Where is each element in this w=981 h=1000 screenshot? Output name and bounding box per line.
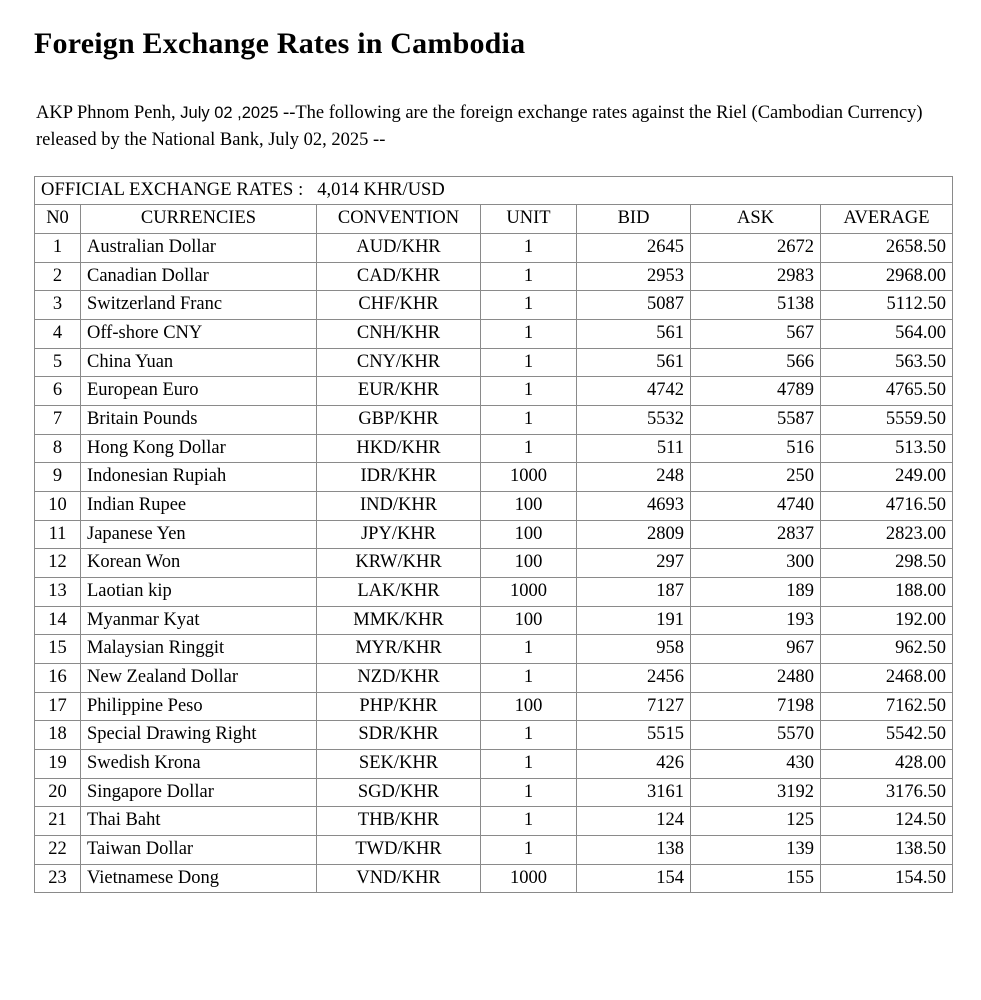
rate-row-bid: 3161 [577,778,691,807]
rate-row-average: 564.00 [821,319,953,348]
table-body [35,233,953,892]
table-row [35,807,953,836]
rate-row-unit: 1000 [481,463,577,492]
rate-row-ask: 5587 [691,406,821,435]
rate-row-unit: 1 [481,348,577,377]
rate-row-number: 12 [35,549,81,578]
rate-row-average: 2658.50 [821,233,953,262]
table-row [35,406,953,435]
rate-row-currency: Singapore Dollar [81,778,317,807]
rate-row-convention: JPY/KHR [317,520,481,549]
rate-row-bid: 7127 [577,692,691,721]
rate-row-convention: MMK/KHR [317,606,481,635]
rate-row-number: 7 [35,406,81,435]
rate-row-ask: 4740 [691,492,821,521]
rate-row-ask: 516 [691,434,821,463]
rate-row-ask: 300 [691,549,821,578]
intro-prefix: AKP Phnom Penh, [36,103,181,123]
column-header-ask: ASK [691,205,821,234]
rate-row-convention: MYR/KHR [317,635,481,664]
rate-row-number: 1 [35,233,81,262]
rate-row-convention: SDR/KHR [317,721,481,750]
rate-row-bid: 2953 [577,262,691,291]
rate-row-number: 15 [35,635,81,664]
table-row [35,635,953,664]
rate-row-number: 6 [35,377,81,406]
rate-row-unit: 1 [481,262,577,291]
intro-paragraph [36,100,941,154]
rate-row-bid: 187 [577,578,691,607]
rate-row-currency: Vietnamese Dong [81,864,317,893]
rate-row-convention: KRW/KHR [317,549,481,578]
rate-row-average: 138.50 [821,836,953,865]
table-row [35,549,953,578]
rate-row-bid: 297 [577,549,691,578]
rate-row-convention: AUD/KHR [317,233,481,262]
table-row [35,692,953,721]
rate-row-number: 14 [35,606,81,635]
rate-row-unit: 1000 [481,578,577,607]
intro-body: --The following are the foreign exchange rates against the Riel (Cambodian Currency) released by the National Bank, July 02, 2025 -- [36,103,923,150]
table-row [35,492,953,521]
rate-row-average: 962.50 [821,635,953,664]
rate-row-ask: 155 [691,864,821,893]
table-row [35,750,953,779]
rate-row-bid: 561 [577,319,691,348]
rate-row-unit: 1000 [481,864,577,893]
rate-row-ask: 566 [691,348,821,377]
rate-row-average: 5559.50 [821,406,953,435]
table-row [35,463,953,492]
rate-row-average: 2823.00 [821,520,953,549]
rate-row-convention: EUR/KHR [317,377,481,406]
rate-row-number: 4 [35,319,81,348]
rate-row-unit: 1 [481,319,577,348]
table-row [35,233,953,262]
table-row [35,377,953,406]
column-header-unit: UNIT [481,205,577,234]
rate-row-convention: LAK/KHR [317,578,481,607]
rate-row-number: 8 [35,434,81,463]
official-rate-label: OFFICIAL EXCHANGE RATES : [41,179,304,200]
rate-row-currency: European Euro [81,377,317,406]
rate-row-average: 298.50 [821,549,953,578]
rate-row-currency: Philippine Peso [81,692,317,721]
rate-row-currency: Korean Won [81,549,317,578]
rate-row-ask: 567 [691,319,821,348]
rate-row-currency: Off-shore CNY [81,319,317,348]
table-head [35,176,953,233]
rate-row-average: 428.00 [821,750,953,779]
rate-row-number: 18 [35,721,81,750]
rate-row-bid: 511 [577,434,691,463]
rate-row-convention: VND/KHR [317,864,481,893]
rate-row-unit: 1 [481,635,577,664]
rate-row-convention: SGD/KHR [317,778,481,807]
rate-row-average: 563.50 [821,348,953,377]
column-header-currencies: CURRENCIES [81,205,317,234]
rate-row-bid: 5532 [577,406,691,435]
rate-row-unit: 1 [481,377,577,406]
rate-row-average: 7162.50 [821,692,953,721]
rate-row-bid: 4742 [577,377,691,406]
table-row [35,262,953,291]
table-header-row [35,205,953,234]
rate-row-average: 4765.50 [821,377,953,406]
rate-row-convention: TWD/KHR [317,836,481,865]
table-row [35,434,953,463]
rate-row-unit: 100 [481,606,577,635]
rate-row-currency: Special Drawing Right [81,721,317,750]
column-header-average: AVERAGE [821,205,953,234]
rate-row-unit: 1 [481,664,577,693]
rate-row-unit: 1 [481,778,577,807]
rate-row-number: 22 [35,836,81,865]
rate-row-number: 9 [35,463,81,492]
rate-row-currency: Myanmar Kyat [81,606,317,635]
rate-row-convention: NZD/KHR [317,664,481,693]
rate-row-ask: 7198 [691,692,821,721]
rate-row-ask: 5570 [691,721,821,750]
rate-row-currency: Thai Baht [81,807,317,836]
rate-row-currency: Japanese Yen [81,520,317,549]
rate-row-currency: Malaysian Ringgit [81,635,317,664]
rate-row-ask: 2837 [691,520,821,549]
rate-row-convention: IDR/KHR [317,463,481,492]
rate-row-bid: 5515 [577,721,691,750]
column-header-no: N0 [35,205,81,234]
rate-row-currency: Canadian Dollar [81,262,317,291]
rate-row-bid: 138 [577,836,691,865]
table-row [35,864,953,893]
rate-row-ask: 5138 [691,291,821,320]
rate-row-ask: 250 [691,463,821,492]
table-row [35,606,953,635]
table-row [35,578,953,607]
rate-row-average: 3176.50 [821,778,953,807]
table-row [35,721,953,750]
rate-row-number: 20 [35,778,81,807]
rate-row-number: 11 [35,520,81,549]
rate-row-ask: 430 [691,750,821,779]
rate-row-average: 188.00 [821,578,953,607]
rate-row-bid: 2809 [577,520,691,549]
rate-row-currency: Indian Rupee [81,492,317,521]
rate-row-ask: 125 [691,807,821,836]
rate-row-currency: New Zealand Dollar [81,664,317,693]
intro-date: July 02 ,2025 [180,104,279,122]
rate-row-bid: 5087 [577,291,691,320]
rate-row-unit: 1 [481,836,577,865]
rate-row-convention: GBP/KHR [317,406,481,435]
rate-row-ask: 2672 [691,233,821,262]
rate-row-ask: 2480 [691,664,821,693]
official-rate-cell [35,176,953,205]
rate-row-average: 2468.00 [821,664,953,693]
rate-row-bid: 124 [577,807,691,836]
rate-row-bid: 958 [577,635,691,664]
rate-row-number: 10 [35,492,81,521]
rate-row-unit: 1 [481,291,577,320]
table-row [35,836,953,865]
rate-row-average: 4716.50 [821,492,953,521]
rate-row-average: 5112.50 [821,291,953,320]
rate-row-unit: 100 [481,492,577,521]
rate-row-bid: 2456 [577,664,691,693]
rate-row-unit: 1 [481,434,577,463]
rate-row-number: 3 [35,291,81,320]
rate-row-convention: THB/KHR [317,807,481,836]
rate-row-bid: 248 [577,463,691,492]
rate-row-unit: 100 [481,520,577,549]
rate-row-unit: 1 [481,721,577,750]
rate-row-average: 154.50 [821,864,953,893]
rate-row-bid: 4693 [577,492,691,521]
rate-row-number: 23 [35,864,81,893]
rate-row-average: 124.50 [821,807,953,836]
rate-row-ask: 967 [691,635,821,664]
rate-row-unit: 100 [481,549,577,578]
column-header-convention: CONVENTION [317,205,481,234]
rate-row-unit: 100 [481,692,577,721]
rate-row-currency: China Yuan [81,348,317,377]
rate-row-number: 2 [35,262,81,291]
rate-row-currency: Switzerland Franc [81,291,317,320]
table-row [35,348,953,377]
rate-row-ask: 4789 [691,377,821,406]
rate-row-ask: 2983 [691,262,821,291]
rate-row-number: 5 [35,348,81,377]
rate-row-convention: CNY/KHR [317,348,481,377]
rate-row-number: 17 [35,692,81,721]
rate-row-ask: 189 [691,578,821,607]
rate-row-convention: CHF/KHR [317,291,481,320]
rate-row-unit: 1 [481,750,577,779]
table-row [35,664,953,693]
rate-row-convention: HKD/KHR [317,434,481,463]
table-row [35,291,953,320]
rate-row-number: 19 [35,750,81,779]
rate-row-bid: 2645 [577,233,691,262]
rate-row-convention: CAD/KHR [317,262,481,291]
rate-row-bid: 561 [577,348,691,377]
rate-row-number: 16 [35,664,81,693]
rate-row-currency: Australian Dollar [81,233,317,262]
table-row [35,520,953,549]
rate-row-average: 513.50 [821,434,953,463]
page-title: Foreign Exchange Rates in Cambodia [34,27,526,60]
exchange-rates-table [34,176,953,894]
rate-row-ask: 3192 [691,778,821,807]
rate-row-convention: PHP/KHR [317,692,481,721]
rate-row-currency: Swedish Krona [81,750,317,779]
rate-row-number: 13 [35,578,81,607]
rate-row-bid: 426 [577,750,691,779]
rate-row-currency: Indonesian Rupiah [81,463,317,492]
rate-row-average: 2968.00 [821,262,953,291]
official-rate-row [35,176,953,205]
rate-row-convention: SEK/KHR [317,750,481,779]
rate-row-currency: Hong Kong Dollar [81,434,317,463]
rate-row-average: 249.00 [821,463,953,492]
rate-row-ask: 193 [691,606,821,635]
rate-row-ask: 139 [691,836,821,865]
rate-row-average: 192.00 [821,606,953,635]
official-rate-value: 4,014 KHR/USD [317,179,445,200]
rate-row-average: 5542.50 [821,721,953,750]
column-header-bid: BID [577,205,691,234]
rate-row-unit: 1 [481,233,577,262]
rate-row-unit: 1 [481,807,577,836]
rate-row-currency: Britain Pounds [81,406,317,435]
rate-row-bid: 191 [577,606,691,635]
table-row [35,778,953,807]
rate-row-bid: 154 [577,864,691,893]
rate-row-unit: 1 [481,406,577,435]
rate-row-convention: IND/KHR [317,492,481,521]
rate-row-currency: Laotian kip [81,578,317,607]
table-row [35,319,953,348]
rate-row-number: 21 [35,807,81,836]
rate-row-currency: Taiwan Dollar [81,836,317,865]
rate-row-convention: CNH/KHR [317,319,481,348]
